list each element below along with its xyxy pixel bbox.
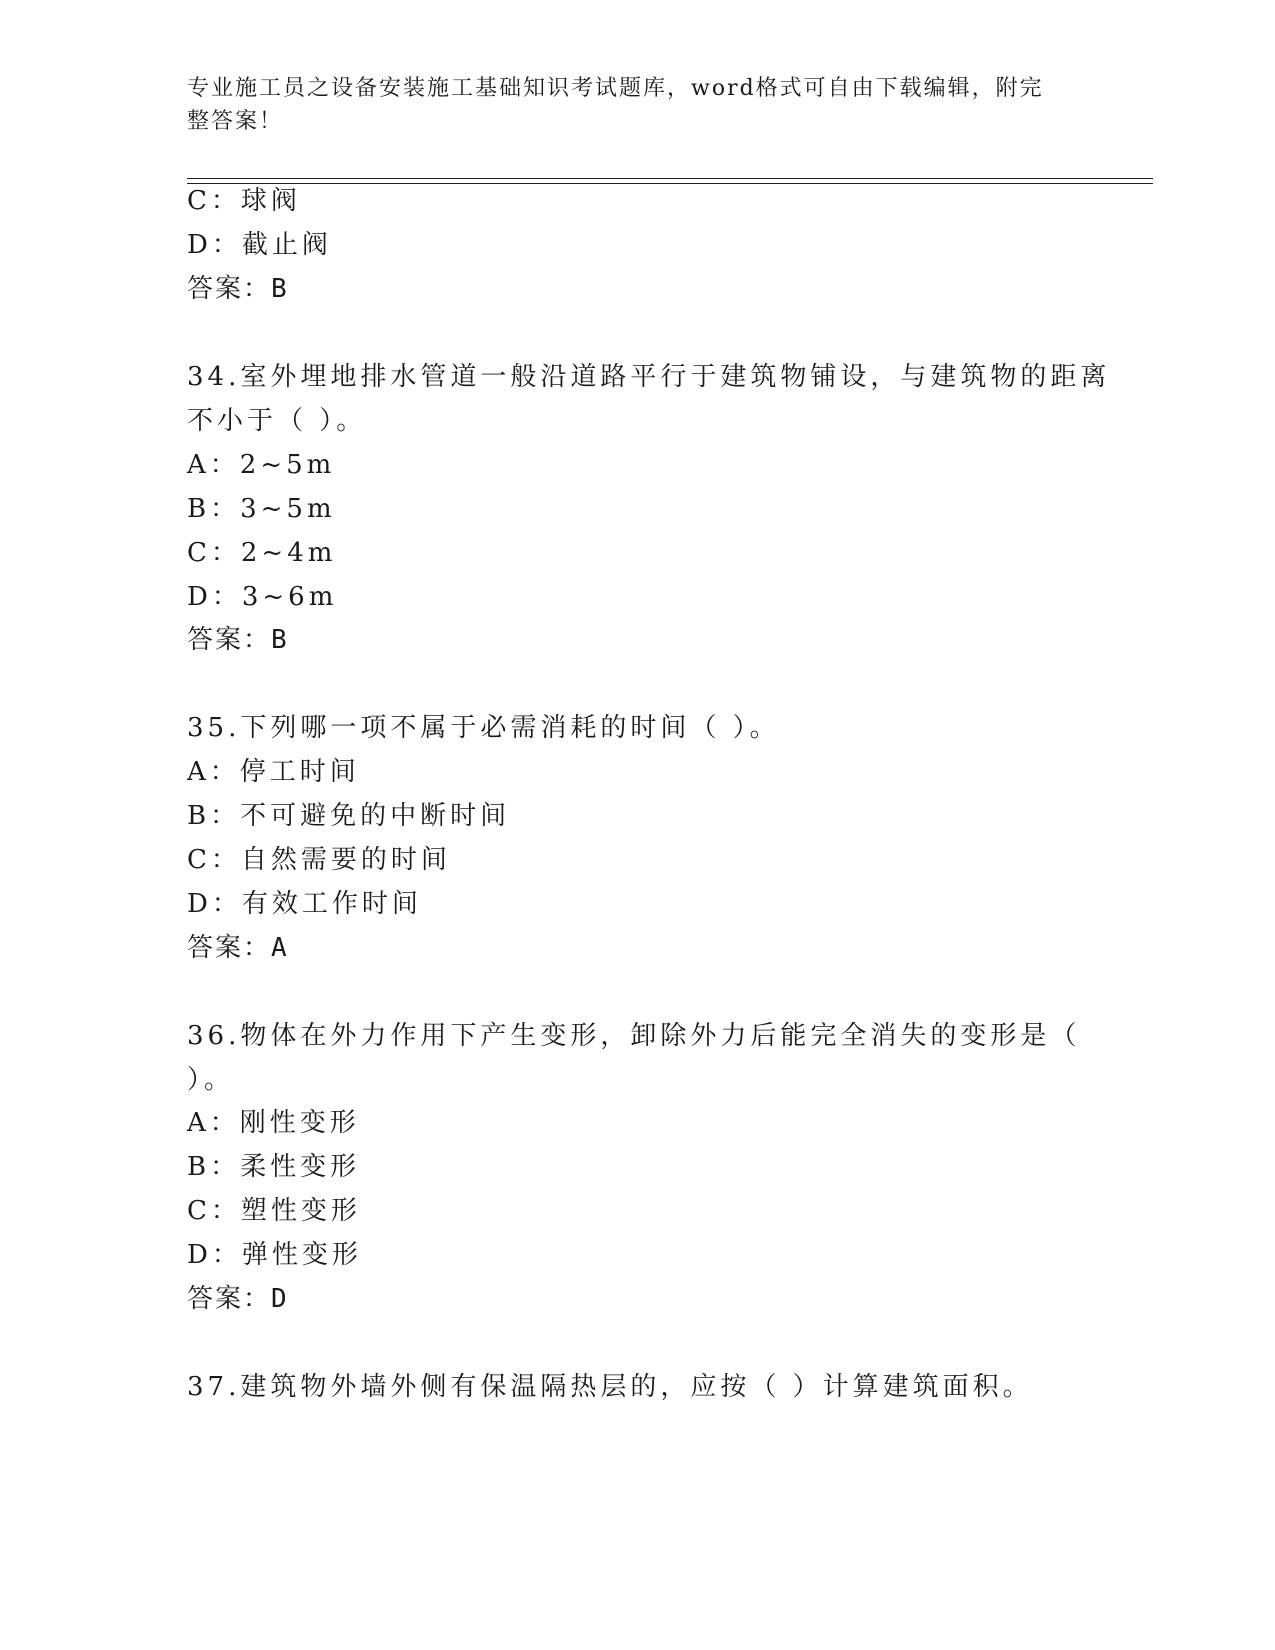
q37-stem: 37.建筑物外墙外侧有保温隔热层的，应按（ ）计算建筑面积。 (187, 1372, 1033, 1402)
q36-stem-line1: 36.物体在外力作用下产生变形，卸除外力后能完全消失的变形是（ (187, 1021, 1081, 1051)
q33-answer (187, 272, 288, 306)
q35-option-c: C：自然需要的时间 (187, 845, 451, 875)
answer-label: 答案： (187, 933, 272, 963)
q34-stem-line1: 34.室外埋地排水管道一般沿道路平行于建筑物铺设，与建筑物的距离 (187, 362, 1111, 392)
q34-answer (187, 623, 288, 657)
q35-option-b: B：不可避免的中断时间 (187, 801, 511, 831)
q35-answer (187, 931, 288, 965)
answer-value: D (271, 1284, 288, 1314)
answer-label: 答案： (187, 1284, 272, 1314)
answer-value: B (271, 274, 288, 304)
answer-label: 答案： (187, 625, 272, 655)
q33-option-d: D：截止阀 (187, 230, 332, 260)
header-rule-bottom (187, 183, 1153, 184)
answer-label: 答案： (187, 274, 272, 304)
q33-option-c: C：球阀 (187, 186, 301, 216)
q36-option-d: D：弹性变形 (187, 1240, 362, 1270)
answer-value: B (271, 625, 288, 655)
q36-answer (187, 1282, 288, 1316)
q36-option-a: A：刚性变形 (187, 1108, 360, 1138)
q36-option-c: C：塑性变形 (187, 1196, 361, 1226)
header-rule-top (187, 178, 1153, 179)
q36-option-b: B：柔性变形 (187, 1152, 361, 1182)
q34-option-c: C：2~4m (187, 538, 337, 568)
q34-option-b: B：3~5m (187, 494, 336, 524)
q35-stem: 35.下列哪一项不属于必需消耗的时间（ ）。 (187, 713, 780, 743)
q34-stem-line2: 不小于（ ）。 (187, 406, 367, 436)
q34-option-d: D：3~6m (187, 582, 338, 612)
q35-option-d: D：有效工作时间 (187, 889, 422, 919)
q35-option-a: A：停工时间 (187, 757, 360, 787)
q34-option-a: A：2~5m (187, 450, 336, 480)
q36-stem-line2: ）。 (187, 1065, 235, 1095)
answer-value: A (271, 933, 288, 963)
document-header: 专业施工员之设备安装施工基础知识考试题库，word格式可自由下载编辑，附完整答案！ (187, 76, 1044, 134)
